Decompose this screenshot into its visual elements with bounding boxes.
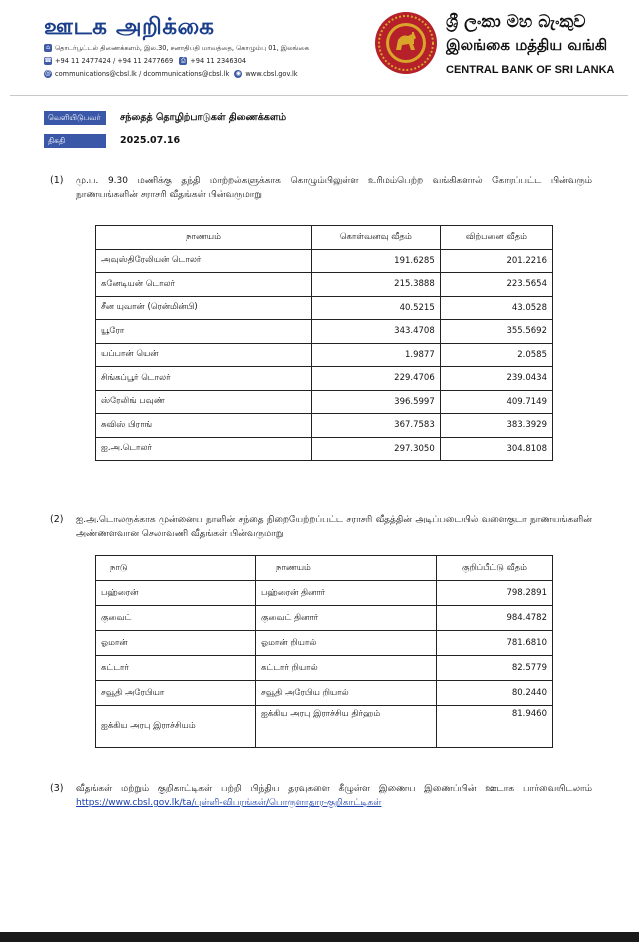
selling-rate-cell: 2.0585 xyxy=(440,343,552,367)
table-row xyxy=(96,320,553,344)
bank-name-tamil: இலங்கை மத்திய வங்கி xyxy=(446,36,608,54)
reference-rate-cell: 80.2440 xyxy=(437,681,553,706)
section-1-number: (1) xyxy=(50,175,64,186)
reference-rate-cell: 82.5779 xyxy=(437,656,553,681)
table-row xyxy=(96,581,553,606)
buying-rate-cell: 396.5997 xyxy=(312,390,441,414)
buying-rate-cell: 343.4708 xyxy=(312,320,441,344)
section-1-text: மு.ப. 9.30 மணிக்கு தந்தி மாற்றல்களுக்காக கொழும்பிலுள்ள உரிமம்பெற்ற வங்கிகளால் கோரப்பட்ட பின்வரும் நாணயங்களின் சராசரி வீதங்கள் பின்வருமாறு xyxy=(76,176,592,200)
exchange-rates-table xyxy=(95,225,553,461)
country-cell: ஓமான் xyxy=(96,631,256,656)
column-header-reference-rate: குறிப்பீட்டு வீதம் xyxy=(437,556,553,581)
phone-numbers: +94 11 2477424 / +94 11 2477669 xyxy=(55,57,174,65)
cbsl-logo xyxy=(374,10,438,76)
selling-rate-cell: 355.5692 xyxy=(440,320,552,344)
bottom-bar xyxy=(0,932,639,942)
section-3-paragraph xyxy=(76,782,592,810)
currency-cell: ஸ்ரேலிங் பவுண் xyxy=(96,390,312,414)
selling-rate-cell: 201.2216 xyxy=(440,249,552,273)
globe-icon: ◉ xyxy=(235,70,242,77)
email-line xyxy=(44,70,298,78)
selling-rate-cell: 409.7149 xyxy=(440,390,552,414)
address-line xyxy=(44,44,309,53)
currency-cell: ஐ.அ.டொலர் xyxy=(96,437,312,461)
section-2-number: (2) xyxy=(50,514,64,525)
table-row xyxy=(96,681,553,706)
bank-name-english: CENTRAL BANK OF SRI LANKA xyxy=(446,64,615,76)
table-row xyxy=(96,249,553,273)
bank-name-sinhala: ශ්‍රී ලංකා මහ බැංකුව xyxy=(446,12,586,32)
website-link[interactable]: www.cbsl.gov.lk xyxy=(245,70,298,78)
currency-cell: யூரோ xyxy=(96,320,312,344)
buying-rate-cell: 229.4706 xyxy=(312,367,441,391)
table-row xyxy=(96,296,553,320)
section-2-text: ஐ.அ.டொலருக்காக முன்னைய நாளின் சந்தை நிறையேற்றப்பட்ட சராசரி வீதத்தின் அடிப்படையில் வளைகுடா நாணயங்களின் அண்ணளவான செலாவணி வீதங்கள் பின்வருமாறு xyxy=(76,515,592,539)
currency-cell: ஐக்கிய அரபு இராச்சிய திர்ஹம் xyxy=(256,706,437,748)
table-row xyxy=(96,390,553,414)
table-row xyxy=(96,367,553,391)
table-row xyxy=(96,273,553,297)
buying-rate-cell: 40.5215 xyxy=(312,296,441,320)
currency-cell: சீன யுவான் (ரென்மின்பி) xyxy=(96,296,312,320)
table-row xyxy=(96,414,553,438)
column-header-selling-rate: விற்பனை வீதம் xyxy=(440,226,552,250)
table-row xyxy=(96,606,553,631)
selling-rate-cell: 304.8108 xyxy=(440,437,552,461)
phone-icon: ☎ xyxy=(44,57,52,64)
table-row xyxy=(96,631,553,656)
reference-rate-cell: 781.6810 xyxy=(437,631,553,656)
economic-indicators-link[interactable]: https://www.cbsl.gov.lk/ta/புள்ளி-விபரங்கள்/பொருளாதார-குறிகாட்டிகள் xyxy=(76,798,382,808)
currency-cell: ஓமான் றியால் xyxy=(256,631,437,656)
column-header-currency: நாணயம் xyxy=(256,556,437,581)
buying-rate-cell: 367.7583 xyxy=(312,414,441,438)
column-header-buying-rate: கொள்வனவு வீதம் xyxy=(312,226,441,250)
country-cell: சவூதி அரேபியா xyxy=(96,681,256,706)
table-row xyxy=(96,656,553,681)
table-row xyxy=(96,437,553,461)
currency-cell: கட்டார் றியால் xyxy=(256,656,437,681)
selling-rate-cell: 239.0434 xyxy=(440,367,552,391)
selling-rate-cell: 43.0528 xyxy=(440,296,552,320)
currency-cell: கனேடியன் டொலர் xyxy=(96,273,312,297)
email-addresses[interactable]: communications@cbsl.lk / dcommunications@cbsl.lk xyxy=(55,70,230,78)
table-row xyxy=(96,343,553,367)
buying-rate-cell: 191.6285 xyxy=(312,249,441,273)
buying-rate-cell: 215.3888 xyxy=(312,273,441,297)
address-text: தொடர்பூட்டல் திணைக்களம், இல.30, சனாதிபதி மாவத்தை, கொழும்பு 01, இலங்கை xyxy=(55,44,309,52)
email-icon: @ xyxy=(45,70,51,77)
country-cell: கட்டார் xyxy=(96,656,256,681)
section-3-text: வீதங்கள் மற்றும் குறிகாட்டிகள் பற்றி பிந்திய தரவுகளை கீழுள்ள இணைய இணைப்பின் ஊடாக பார்வையிடலாம் xyxy=(76,784,592,794)
column-header-country: நாடு xyxy=(96,556,256,581)
issued-by-value: சந்தைத் தொழிற்பாடுகள் திணைக்களம் xyxy=(120,112,287,123)
currency-cell: குவைட் தினார் xyxy=(256,606,437,631)
issued-by-label: வெளியிடுபவர் xyxy=(44,111,106,125)
currency-cell: சுவிஸ் பிராங் xyxy=(96,414,312,438)
table-header-row xyxy=(96,226,553,250)
currency-cell: யப்பான் யென் xyxy=(96,343,312,367)
buying-rate-cell: 297.3050 xyxy=(312,437,441,461)
phone-line xyxy=(44,57,246,65)
currency-cell: பஹ்ரைன் தினார் xyxy=(256,581,437,606)
currency-cell: சவூதி அரேபிய றியால் xyxy=(256,681,437,706)
column-header-currency: நாணயம் xyxy=(96,226,312,250)
location-icon: ⌂ xyxy=(44,44,52,52)
selling-rate-cell: 223.5654 xyxy=(440,273,552,297)
country-cell: பஹ்ரைன் xyxy=(96,581,256,606)
date-label: திகதி xyxy=(44,134,106,148)
selling-rate-cell: 383.3929 xyxy=(440,414,552,438)
table-header-row xyxy=(96,556,553,581)
reference-rate-cell: 984.4782 xyxy=(437,606,553,631)
date-value: 2025.07.16 xyxy=(120,135,181,146)
fax-icon: ⎙ xyxy=(180,57,186,64)
fax-number: +94 11 2346304 xyxy=(190,57,247,65)
country-cell: ஐக்கிய அரபு இராச்சியம் xyxy=(96,706,256,748)
gulf-currency-rates-table xyxy=(95,555,553,748)
table-row xyxy=(96,706,553,748)
section-3-number: (3) xyxy=(50,783,64,794)
currency-cell: அவுஸ்திரேலியன் டொலர் xyxy=(96,249,312,273)
buying-rate-cell: 1.9877 xyxy=(312,343,441,367)
reference-rate-cell: 81.9460 xyxy=(437,706,553,748)
press-release-title: ஊடக அறிக்கை xyxy=(44,14,215,40)
currency-cell: சிங்கப்பூர் டொலர் xyxy=(96,367,312,391)
header-divider xyxy=(10,95,628,96)
reference-rate-cell: 798.2891 xyxy=(437,581,553,606)
country-cell: குவைட் xyxy=(96,606,256,631)
